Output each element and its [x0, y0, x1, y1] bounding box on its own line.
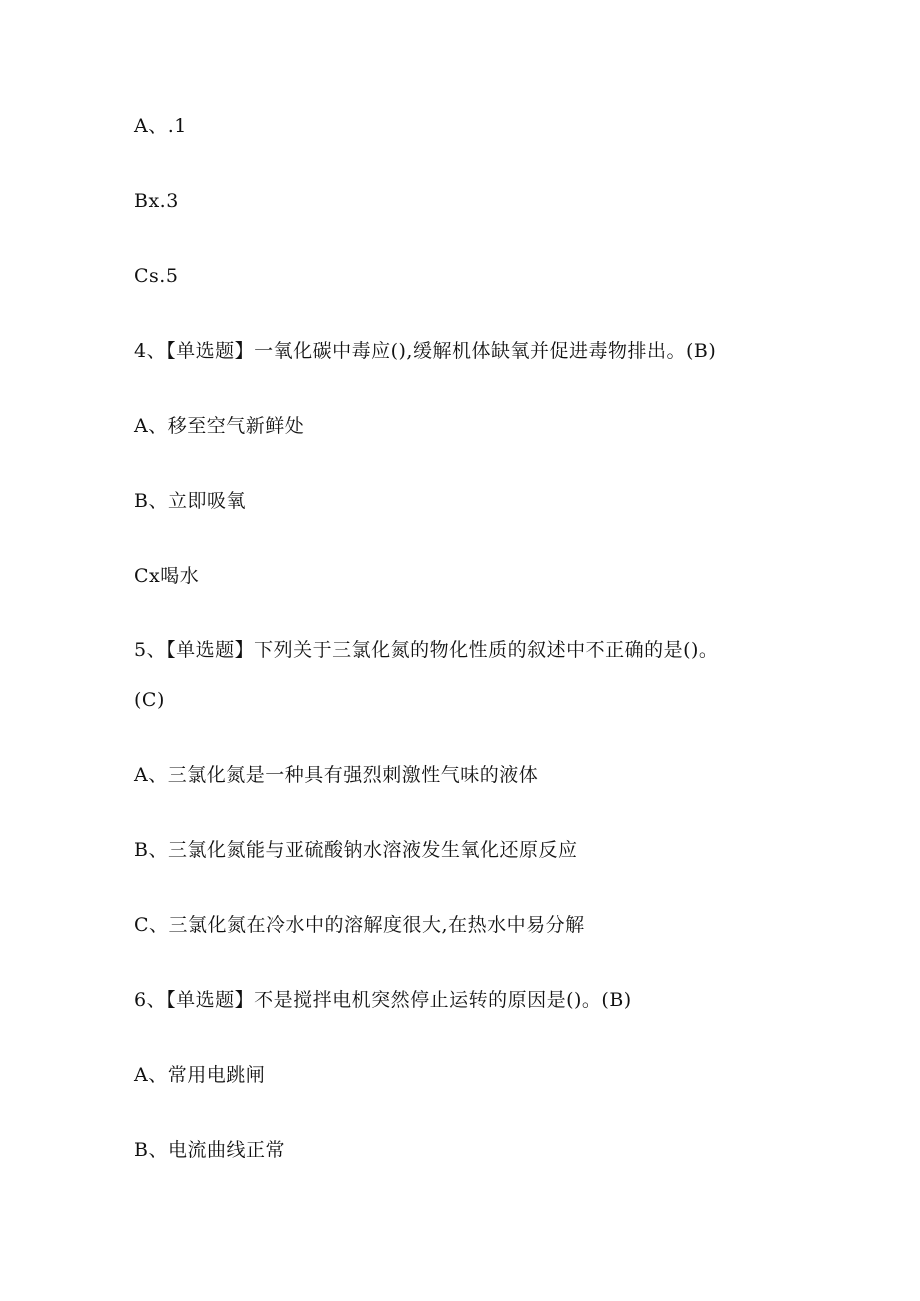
question-5-answer: (C) [134, 689, 165, 711]
option-c-q3: Cs.5 [134, 265, 179, 287]
option-b-q3: Bx.3 [134, 190, 179, 212]
option-b-q5: B、三氯化氮能与亚硫酸钠水溶液发生氧化还原反应 [134, 839, 578, 861]
option-a-q3: A、.1 [134, 115, 187, 137]
option-c-q4: Cx喝水 [134, 565, 200, 587]
question-6: 6、【单选题】不是搅拌电机突然停止运转的原因是()。(B) [134, 989, 632, 1011]
option-b-q4: B、立即吸氧 [134, 490, 246, 512]
option-c-q5: C、三氯化氮在冷水中的溶解度很大,在热水中易分解 [134, 914, 585, 936]
question-4: 4、【单选题】一氧化碳中毒应(),缓解机体缺氧并促进毒物排出。(B) [134, 340, 717, 362]
option-b-q6: B、电流曲线正常 [134, 1139, 285, 1161]
option-a-q6: A、常用电跳闸 [134, 1064, 266, 1086]
option-a-q5: A、三氯化氮是一种具有强烈刺激性气味的液体 [134, 764, 539, 786]
question-5: 5、【单选题】下列关于三氯化氮的物化性质的叙述中不正确的是()。 [134, 639, 719, 661]
option-a-q4: A、移至空气新鲜处 [134, 415, 305, 437]
